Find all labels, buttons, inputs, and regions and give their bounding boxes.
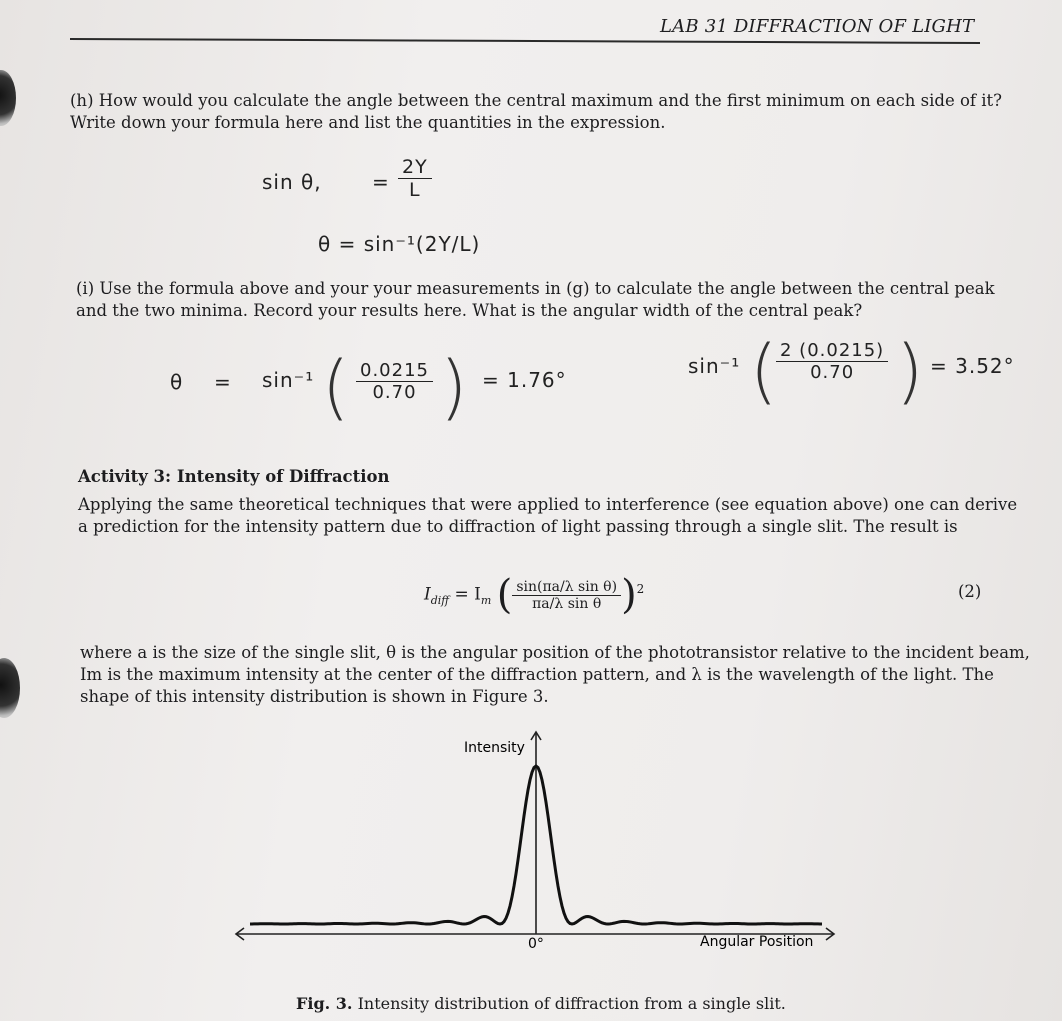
eq-fraction — [512, 579, 621, 612]
binder-hole-bottom — [0, 658, 20, 718]
eq-rhs-sub: m — [480, 593, 492, 607]
question-h — [70, 90, 1002, 134]
handwritten-num: 2Y — [398, 156, 432, 179]
fraction-2-num: 2 (0.0215) — [776, 340, 888, 362]
handwritten-sin-theta: sin θ, — [262, 170, 322, 194]
eq-den: πa/λ sin θ — [532, 595, 602, 612]
fraction-1-num: 0.0215 — [356, 360, 433, 382]
paren-left-1: ( — [322, 346, 351, 428]
activity-para2-line1: where a is the size of the single slit, θ is the angular position of the phototransistor relative to the incident beam, — [80, 643, 1030, 662]
paren-left-2: ( — [750, 330, 779, 412]
handwritten-theta: θ — [170, 370, 184, 394]
question-i-line2: and the two minima. Record your results here. What is the angular width of the central peak? — [76, 301, 863, 320]
activity-para1 — [78, 494, 1017, 538]
intensity-equation — [424, 572, 644, 618]
fraction-2-den: 0.70 — [810, 362, 855, 383]
eq-paren-left: ( — [496, 572, 513, 618]
paren-right-2: ) — [896, 330, 925, 412]
question-i-line1: (i) Use the formula above and your your measurements in (g) to calculate the angle between the central peak — [76, 279, 995, 298]
handwritten-result-2: = 3.52° — [930, 354, 1015, 378]
x-tick-label: 0° — [528, 936, 544, 952]
handwritten-den: L — [409, 179, 421, 201]
activity-para1-line2: a prediction for the intensity pattern due to diffraction of light passing through a single slit. The result is — [78, 517, 958, 536]
handwritten-sin-inv-2: sin⁻¹ — [688, 354, 741, 378]
activity-para2-line3: shape of this intensity distribution is shown in Figure 3. — [80, 687, 549, 706]
activity-para2 — [80, 642, 1030, 708]
handwritten-fraction — [398, 156, 432, 201]
y-axis-label: Intensity — [464, 740, 525, 756]
fraction-1-den: 0.70 — [372, 382, 417, 403]
eq-num: sin(πa/λ sin θ) — [512, 579, 621, 596]
handwritten-fraction-2 — [776, 340, 888, 383]
eq-paren-right: ) — [621, 572, 637, 618]
page-header: LAB 31 DIFFRACTION OF LIGHT — [660, 16, 975, 37]
eq-lhs: I — [424, 584, 431, 605]
eq-exponent: 2 — [636, 581, 645, 596]
paren-right-1: ) — [440, 346, 469, 428]
handwritten-theta-inverse: θ = sin⁻¹(2Y/L) — [318, 232, 481, 256]
eq-lhs-sub: diff — [430, 593, 450, 607]
activity-para2-line2: Im is the maximum intensity at the center of the diffraction pattern, and λ is the wavelength of the light. The — [80, 665, 994, 684]
handwritten-result-1: = 1.76° — [482, 368, 567, 392]
header-rule — [70, 38, 980, 44]
activity-heading: Activity 3: Intensity of Diffraction — [78, 467, 390, 486]
handwritten-sin-inv-1: sin⁻¹ — [262, 368, 315, 392]
x-axis-label: Angular Position — [700, 934, 814, 950]
question-i — [76, 278, 995, 322]
binder-hole-top — [0, 70, 16, 126]
caption-label: Fig. 3. — [296, 994, 353, 1013]
caption-text: Intensity distribution of diffraction from a single slit. — [357, 994, 786, 1013]
handwritten-eq: = — [214, 370, 232, 394]
question-h-line1: (h) How would you calculate the angle between the central maximum and the first minimum on each side of it? — [70, 91, 1003, 110]
figure-caption — [296, 994, 786, 1013]
eq-equals-im: = I — [449, 584, 481, 605]
equation-number: (2) — [958, 582, 982, 601]
activity-para1-line1: Applying the same theoretical techniques that were applied to interference (see equation above) one can derive — [78, 495, 1018, 514]
handwritten-equals: = — [372, 170, 390, 194]
intensity-chart — [230, 728, 840, 968]
question-h-line2: Write down your formula here and list the quantities in the expression. — [70, 113, 666, 132]
handwritten-fraction-1 — [356, 360, 433, 403]
